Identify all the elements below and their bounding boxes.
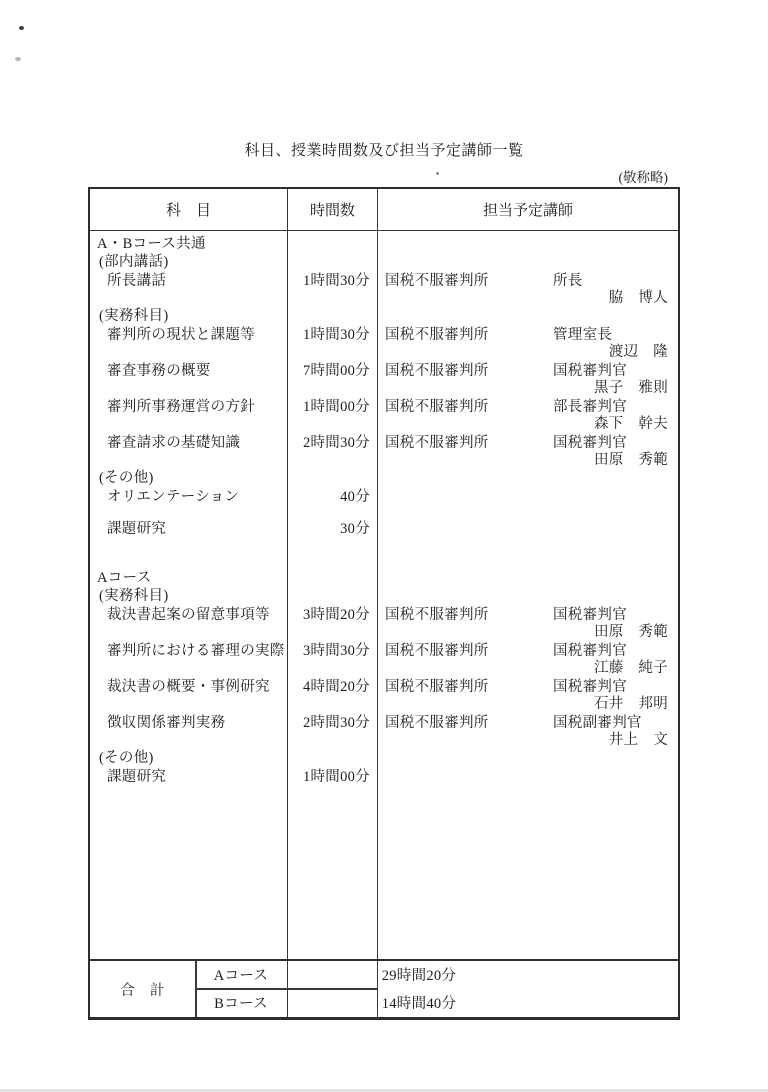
lecturer-title: 管理室長 xyxy=(553,327,613,343)
subject-row xyxy=(90,397,678,417)
subject-cell: 課題研究 xyxy=(107,769,167,785)
lecturer-name-row xyxy=(90,417,678,433)
subject-row xyxy=(90,713,678,733)
lecturer-name: 田原 秀範 xyxy=(594,452,668,468)
lecturer-organization: 国税不服審判所 xyxy=(385,643,489,659)
lecturer-name: 黒子 雅則 xyxy=(594,380,668,396)
lecturer-name-row xyxy=(90,345,678,361)
lecturer-title: 国税審判官 xyxy=(553,643,627,659)
lecturer-name: 渡辺 隆 xyxy=(608,344,668,360)
subject-cell: 審査請求の基礎知識 xyxy=(107,435,241,451)
hours-cell: 1時間30分 xyxy=(302,273,370,289)
subject-cell: 所長講話 xyxy=(107,273,167,289)
scan-artifact xyxy=(19,26,24,30)
lecturer-organization: 国税不服審判所 xyxy=(385,363,489,379)
subject-row xyxy=(90,519,678,539)
lecturer-organization: 国税不服審判所 xyxy=(385,715,489,731)
table-header-row xyxy=(90,189,678,231)
lecturer-name-row xyxy=(90,381,678,397)
section-label: (その他) xyxy=(99,750,154,766)
lecturer-organization: 国税不服審判所 xyxy=(385,327,489,343)
lecturer-organization: 国税不服審判所 xyxy=(385,607,489,623)
hours-cell: 2時間30分 xyxy=(302,715,370,731)
scan-artifact xyxy=(436,172,439,175)
section-heading xyxy=(90,587,678,605)
lecturer-organization: 国税不服審判所 xyxy=(385,399,489,415)
lecturer-name: 森下 幹夫 xyxy=(594,416,668,432)
spacer-row xyxy=(90,551,678,569)
subject-row xyxy=(90,271,678,291)
lecturer-organization: 国税不服審判所 xyxy=(385,273,489,289)
lecturer-organization: 国税不服審判所 xyxy=(385,679,489,695)
scan-artifact xyxy=(15,57,21,61)
lecturer-name: 江藤 純子 xyxy=(594,660,668,676)
section-heading xyxy=(90,569,678,587)
section-heading xyxy=(90,749,678,767)
lecturer-name-row xyxy=(90,625,678,641)
section-heading xyxy=(90,307,678,325)
subject-row xyxy=(90,433,678,453)
hours-cell: 1時間30分 xyxy=(302,327,370,343)
subject-row xyxy=(90,767,678,787)
hours-cell: 7時間00分 xyxy=(302,363,370,379)
lecturer-name: 田原 秀範 xyxy=(594,624,668,640)
subject-cell: 審査事務の概要 xyxy=(107,363,211,379)
subject-row xyxy=(90,487,678,507)
schedule-table xyxy=(88,187,680,1020)
hours-cell: 1時間00分 xyxy=(302,399,370,415)
total-course-b-hours: 14時間40分 xyxy=(381,995,457,1012)
header-lecturer: 担当予定講師 xyxy=(482,203,573,219)
lecturer-name-row xyxy=(90,733,678,749)
lecturer-name: 石井 邦明 xyxy=(594,696,668,712)
lecturer-organization: 国税不服審判所 xyxy=(385,435,489,451)
lecturer-title: 部長審判官 xyxy=(553,399,627,415)
subject-cell: 審判所における審理の実際 xyxy=(107,643,285,659)
subject-row xyxy=(90,677,678,697)
lecturer-title: 国税審判官 xyxy=(553,435,627,451)
table-totals-section xyxy=(90,959,678,1017)
lecturer-name-row xyxy=(90,697,678,713)
section-label: A・Bコース共通 xyxy=(97,236,206,252)
lecturer-title: 所長 xyxy=(553,273,583,289)
lecturer-name: 井上 文 xyxy=(608,732,668,748)
section-heading xyxy=(90,469,678,487)
lecturer-title: 国税副審判官 xyxy=(553,715,642,731)
hours-cell: 40分 xyxy=(340,489,370,505)
total-course-a-label: Aコース xyxy=(213,968,269,984)
subject-row xyxy=(90,641,678,661)
section-label: (実務科目) xyxy=(99,308,169,324)
lecturer-name: 脇 博人 xyxy=(608,290,668,306)
lecturer-title: 国税審判官 xyxy=(553,363,627,379)
total-label: 合 計 xyxy=(120,982,165,999)
page-title: 科目、授業時間数及び担当予定講師一覧 xyxy=(244,143,524,159)
table-body xyxy=(90,231,678,959)
hours-cell: 3時間20分 xyxy=(302,607,370,623)
subject-cell: 審判所事務運営の方針 xyxy=(107,399,255,415)
hours-cell: 3時間30分 xyxy=(302,643,370,659)
total-course-b-label: Bコース xyxy=(214,995,268,1012)
subject-row xyxy=(90,361,678,381)
section-heading xyxy=(90,253,678,271)
subject-cell: 徴収関係審判実務 xyxy=(107,715,226,731)
lecturer-name-row xyxy=(90,453,678,469)
total-course-a-hours: 29時間20分 xyxy=(381,968,457,984)
lecturer-title: 国税審判官 xyxy=(553,607,627,623)
header-hours: 時間数 xyxy=(288,189,378,230)
hours-cell: 1時間00分 xyxy=(302,769,370,785)
section-label: Aコース xyxy=(97,570,152,586)
subject-row xyxy=(90,325,678,345)
lecturer-name-row xyxy=(90,661,678,677)
section-label: (その他) xyxy=(99,470,154,486)
subject-cell: 裁決書起案の留意事項等 xyxy=(107,607,270,623)
hours-cell: 30分 xyxy=(340,521,370,537)
hours-cell: 4時間20分 xyxy=(302,679,370,695)
subject-cell: オリエンテーション xyxy=(107,489,240,505)
subject-row xyxy=(90,605,678,625)
lecturer-name-row xyxy=(90,291,678,307)
hours-cell: 2時間30分 xyxy=(302,435,370,451)
section-heading xyxy=(90,235,678,253)
lecturer-title: 国税審判官 xyxy=(553,679,627,695)
section-label: (部内講話) xyxy=(99,254,169,270)
honorifics-note: (敬称略) xyxy=(618,170,668,185)
subject-cell: 裁決書の概要・事例研究 xyxy=(107,679,270,695)
header-subject: 科 目 xyxy=(90,189,288,230)
section-label: (実務科目) xyxy=(99,588,169,604)
table-body-rows xyxy=(90,231,678,787)
subject-cell: 課題研究 xyxy=(107,521,167,537)
subject-cell: 審判所の現状と課題等 xyxy=(107,327,255,343)
